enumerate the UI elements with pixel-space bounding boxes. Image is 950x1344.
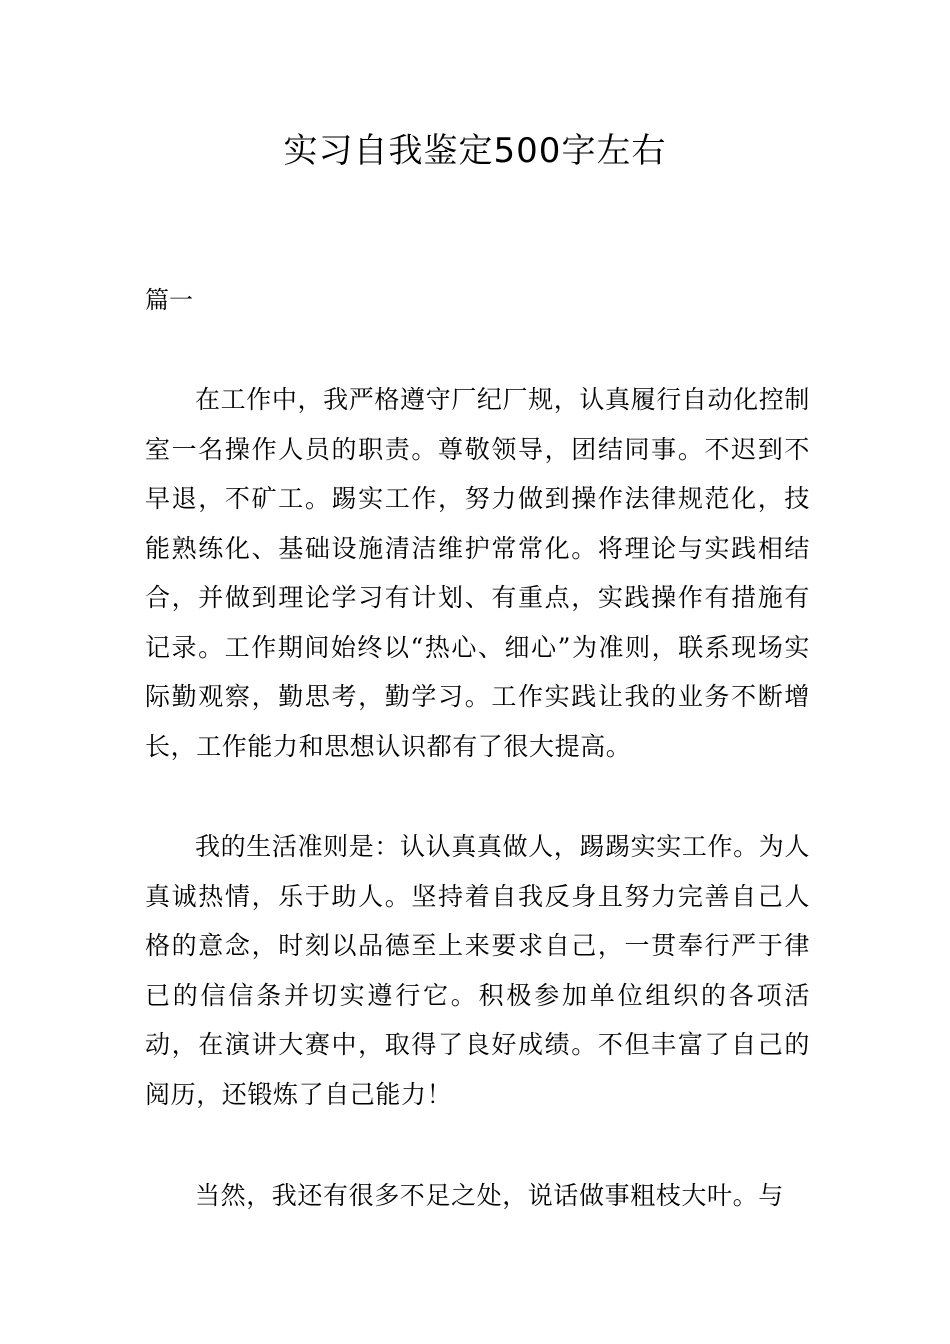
paragraph-2: 我的生活准则是：认认真真做人，踢踢实实工作。为人真诚热情，乐于助人。坚持着自我反身且努力完善自己人格的意念，时刻以品德至上来要求自己，一贯奉行严于律已的信信条并切实遵行它。积极参加单位组织的各项活动，在演讲大赛中，取得了良好成绩。不但丰富了自己的阅历，还锻炼了自己能力！ [145, 832, 810, 1109]
paragraph-3: 当然，我还有很多不足之处，说话做事粗枝大叶。与 [195, 1181, 784, 1210]
document-title: 实习自我鉴定500字左右 [283, 131, 667, 171]
section-label: 篇一 [145, 286, 193, 314]
paragraph-1: 在工作中，我严格遵守厂纪厂规，认真履行自动化控制室一名操作人员的职责。尊敬领导，团结同事。不迟到不早退，不矿工。踢实工作，努力做到操作法律规范化，技能熟练化、基础设施清洁维护常常化。将理论与实践相结合，并做到理论学习有计划、有重点，实践操作有措施有记录。工作期间始终以“热心、细心”为准则，联系现场实际勤观察，勤思考，勤学习。工作实践让我的业务不断增长，工作能力和思想认识都有了很大提高。 [145, 385, 810, 761]
